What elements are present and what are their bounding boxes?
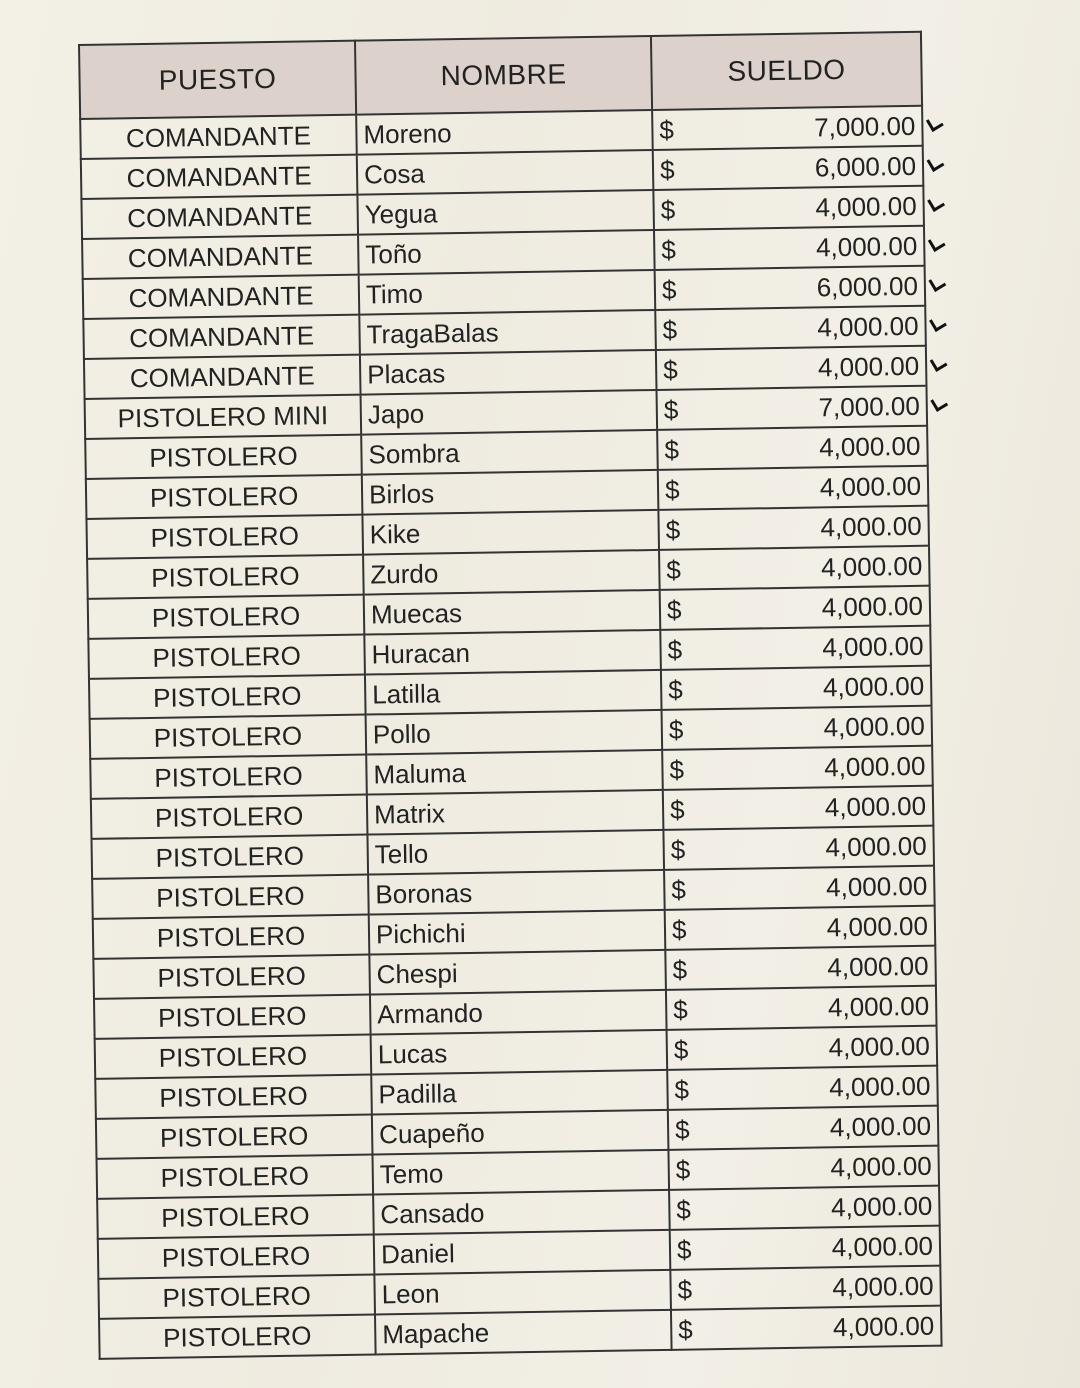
salary-amount [670,790,926,825]
currency-symbol: $ [671,914,687,945]
cell-sueldo [653,186,924,230]
salary-value: 4,000.00 [819,470,922,502]
cell-puesto: PISTOLERO [89,675,366,719]
salary-amount [669,750,925,785]
salary-value: 4,000.00 [829,1110,932,1142]
currency-symbol: $ [674,1074,690,1105]
salary-value: 4,000.00 [830,1150,932,1182]
salary-amount [666,550,922,585]
cell-nombre: Padilla [371,1070,668,1115]
cell-sueldo [654,226,925,270]
cell-sueldo [663,826,934,870]
cell-nombre: Toño [358,230,655,275]
cell-puesto: COMANDANTE [82,235,359,279]
cell-puesto: COMANDANTE [84,355,361,399]
cell-puesto: PISTOLERO [86,515,363,559]
salary-amount [673,990,929,1025]
salary-value: 4,000.00 [823,750,926,782]
check-mark-icon [927,154,945,172]
currency-symbol: $ [678,1314,693,1345]
cell-puesto: PISTOLERO [95,1075,372,1119]
currency-symbol: $ [664,474,680,505]
column-header-nombre: NOMBRE [355,36,652,115]
salary-value: 4,000.00 [826,910,929,942]
cell-nombre: Placas [360,350,657,395]
cell-puesto: COMANDANTE [80,115,357,159]
cell-nombre: Pollo [366,710,663,755]
cell-puesto: COMANDANTE [81,195,358,239]
cell-sueldo [665,906,936,950]
salary-value: 4,000.00 [828,1030,931,1062]
cell-nombre: Birlos [362,470,659,515]
salary-value: 4,000.00 [820,550,923,582]
header-row [79,32,922,119]
cell-puesto: PISTOLERO [98,1274,375,1318]
currency-symbol: $ [671,874,687,905]
salary-amount [661,230,917,265]
cell-nombre: Cuapeño [372,1110,669,1155]
cell-sueldo [653,146,924,190]
cell-sueldo [658,506,929,550]
check-mark-icon [928,274,946,292]
cell-puesto: PISTOLERO [98,1235,375,1279]
salary-amount [667,630,923,665]
cell-nombre: Mapache [375,1310,672,1355]
salary-value: 4,000.00 [817,310,919,342]
currency-symbol: $ [673,1034,689,1065]
payroll-sheet [78,31,941,1360]
salary-value: 6,000.00 [814,150,917,182]
cell-nombre: Chespi [369,950,666,995]
cell-sueldo [661,666,932,710]
check-mark-icon [930,394,948,412]
salary-value: 4,000.00 [825,830,927,862]
salary-amount [665,510,921,545]
cell-nombre: Sombra [361,430,658,475]
salary-amount [677,1230,933,1265]
salary-amount [659,110,915,145]
salary-value: 4,000.00 [827,950,929,982]
currency-symbol: $ [676,1194,692,1225]
cell-puesto: COMANDANTE [83,275,360,319]
salary-amount [665,470,921,505]
salary-value: 4,000.00 [832,1270,934,1302]
currency-symbol: $ [669,794,685,825]
cell-puesto: PISTOLERO [93,915,370,959]
cell-puesto: PISTOLERO [92,875,369,919]
salary-value: 6,000.00 [816,270,919,302]
cell-puesto: PISTOLERO [97,1155,374,1199]
salary-amount [668,670,924,705]
payroll-table [78,31,943,1360]
cell-nombre: Pichichi [369,910,666,955]
cell-nombre: Matrix [367,790,664,835]
cell-puesto: PISTOLERO [95,1035,372,1079]
salary-amount [660,150,916,185]
table-body [80,106,941,1359]
cell-puesto: PISTOLERO [97,1195,374,1239]
salary-value: 4,000.00 [831,1230,934,1262]
salary-value: 4,000.00 [815,190,917,222]
salary-amount [663,350,919,385]
currency-symbol: $ [666,554,682,585]
cell-nombre: Cansado [373,1190,670,1235]
cell-puesto: PISTOLERO [91,835,368,879]
currency-symbol: $ [665,514,681,545]
currency-symbol: $ [666,594,682,625]
salary-value: 4,000.00 [830,1190,933,1222]
salary-value: 4,000.00 [822,670,925,702]
salary-amount [664,390,920,425]
currency-symbol: $ [677,1274,693,1305]
cell-puesto: PISTOLERO [99,1314,376,1358]
salary-value: 7,000.00 [818,390,921,422]
cell-sueldo [657,386,928,430]
currency-symbol: $ [662,314,678,345]
salary-amount [662,310,918,345]
check-mark-icon [930,354,948,372]
cell-sueldo [662,746,933,790]
salary-value: 4,000.00 [824,790,927,822]
cell-nombre: Leon [374,1270,671,1315]
salary-value: 4,000.00 [820,510,922,542]
salary-value: 4,000.00 [822,630,924,662]
check-mark-icon [926,114,944,132]
cell-nombre: Muecas [364,590,661,635]
cell-sueldo [670,1266,941,1310]
cell-puesto: COMANDANTE [81,155,358,199]
salary-value: 7,000.00 [813,110,916,142]
cell-puesto: PISTOLERO [96,1115,373,1159]
salary-value: 4,000.00 [823,710,926,742]
cell-sueldo [658,466,929,510]
cell-nombre: Latilla [365,670,662,715]
currency-symbol: $ [661,234,677,265]
cell-sueldo [664,866,935,910]
cell-puesto: PISTOLERO [85,435,362,479]
cell-sueldo [660,626,931,670]
salary-value: 4,000.00 [817,350,920,382]
currency-symbol: $ [668,714,684,745]
currency-symbol: $ [659,114,675,145]
currency-symbol: $ [659,154,675,185]
currency-symbol: $ [672,994,688,1025]
currency-symbol: $ [674,1114,690,1145]
cell-sueldo [667,1026,938,1070]
currency-symbol: $ [667,634,683,665]
cell-sueldo [666,986,937,1030]
salary-value: 4,000.00 [818,430,921,462]
currency-symbol: $ [661,274,677,305]
cell-nombre: Kike [362,510,659,555]
cell-sueldo [662,706,933,750]
cell-sueldo [652,106,923,150]
cell-nombre: TragaBalas [359,310,656,355]
cell-sueldo [667,1066,938,1110]
cell-nombre: Timo [359,270,656,315]
cell-puesto: PISTOLERO MINI [85,395,362,439]
currency-symbol: $ [660,194,676,225]
cell-nombre: Temo [372,1150,669,1195]
salary-amount [667,590,923,625]
cell-nombre: Daniel [374,1230,671,1275]
cell-puesto: PISTOLERO [94,995,371,1039]
salary-value: 4,000.00 [832,1310,935,1342]
cell-sueldo [668,1106,939,1150]
salary-amount [670,830,926,865]
salary-amount [676,1150,932,1185]
cell-puesto: PISTOLERO [86,475,363,519]
column-header-sueldo: SUELDO [651,32,922,110]
salary-amount [669,710,925,745]
salary-amount [678,1310,934,1345]
salary-value: 4,000.00 [827,990,930,1022]
salary-value: 4,000.00 [815,230,918,262]
currency-symbol: $ [663,394,679,425]
check-mark-icon [927,194,945,212]
salary-amount [675,1110,931,1145]
cell-sueldo [671,1306,942,1350]
cell-puesto: PISTOLERO [87,555,364,599]
salary-amount [677,1270,933,1305]
cell-puesto: COMANDANTE [83,315,360,359]
cell-sueldo [655,306,926,350]
cell-sueldo [665,946,936,990]
salary-value: 4,000.00 [829,1070,931,1102]
currency-symbol: $ [675,1154,691,1185]
salary-amount [674,1070,930,1105]
cell-nombre: Lucas [371,1030,668,1075]
cell-sueldo [659,546,930,590]
column-header-puesto: PUESTO [79,41,356,119]
currency-symbol: $ [667,674,683,705]
cell-sueldo [657,426,928,470]
salary-amount [671,870,927,905]
cell-nombre: Zurdo [363,550,660,595]
cell-nombre: Boronas [368,870,665,915]
cell-puesto: PISTOLERO [88,635,365,679]
check-mark-icon [928,234,946,252]
cell-nombre: Huracan [364,630,661,675]
cell-puesto: PISTOLERO [90,715,367,759]
salary-amount [662,270,918,305]
cell-puesto: PISTOLERO [90,755,367,799]
currency-symbol: $ [669,754,685,785]
salary-amount [672,910,928,945]
salary-value: 4,000.00 [825,870,928,902]
salary-value: 4,000.00 [821,590,924,622]
cell-nombre: Tello [367,830,664,875]
currency-symbol: $ [664,434,680,465]
cell-sueldo [655,266,926,310]
currency-symbol: $ [670,834,686,865]
salary-amount [672,950,928,985]
cell-sueldo [663,786,934,830]
cell-puesto: PISTOLERO [88,595,365,639]
cell-sueldo [656,346,927,390]
cell-nombre: Cosa [357,150,654,195]
cell-puesto: PISTOLERO [93,955,370,999]
salary-amount [664,430,920,465]
cell-nombre: Yegua [357,190,654,235]
currency-symbol: $ [662,354,678,385]
cell-nombre: Japo [361,390,658,435]
cell-sueldo [668,1146,939,1190]
currency-symbol: $ [672,954,688,985]
cell-sueldo [669,1186,940,1230]
currency-symbol: $ [676,1234,692,1265]
salary-amount [674,1030,930,1065]
cell-nombre: Armando [370,990,667,1035]
cell-nombre: Moreno [356,110,653,155]
cell-nombre: Maluma [366,750,663,795]
check-mark-icon [929,314,947,332]
salary-amount [660,190,916,225]
salary-amount [676,1190,932,1225]
cell-sueldo [660,586,931,630]
cell-sueldo [670,1226,941,1270]
cell-puesto: PISTOLERO [91,795,368,839]
